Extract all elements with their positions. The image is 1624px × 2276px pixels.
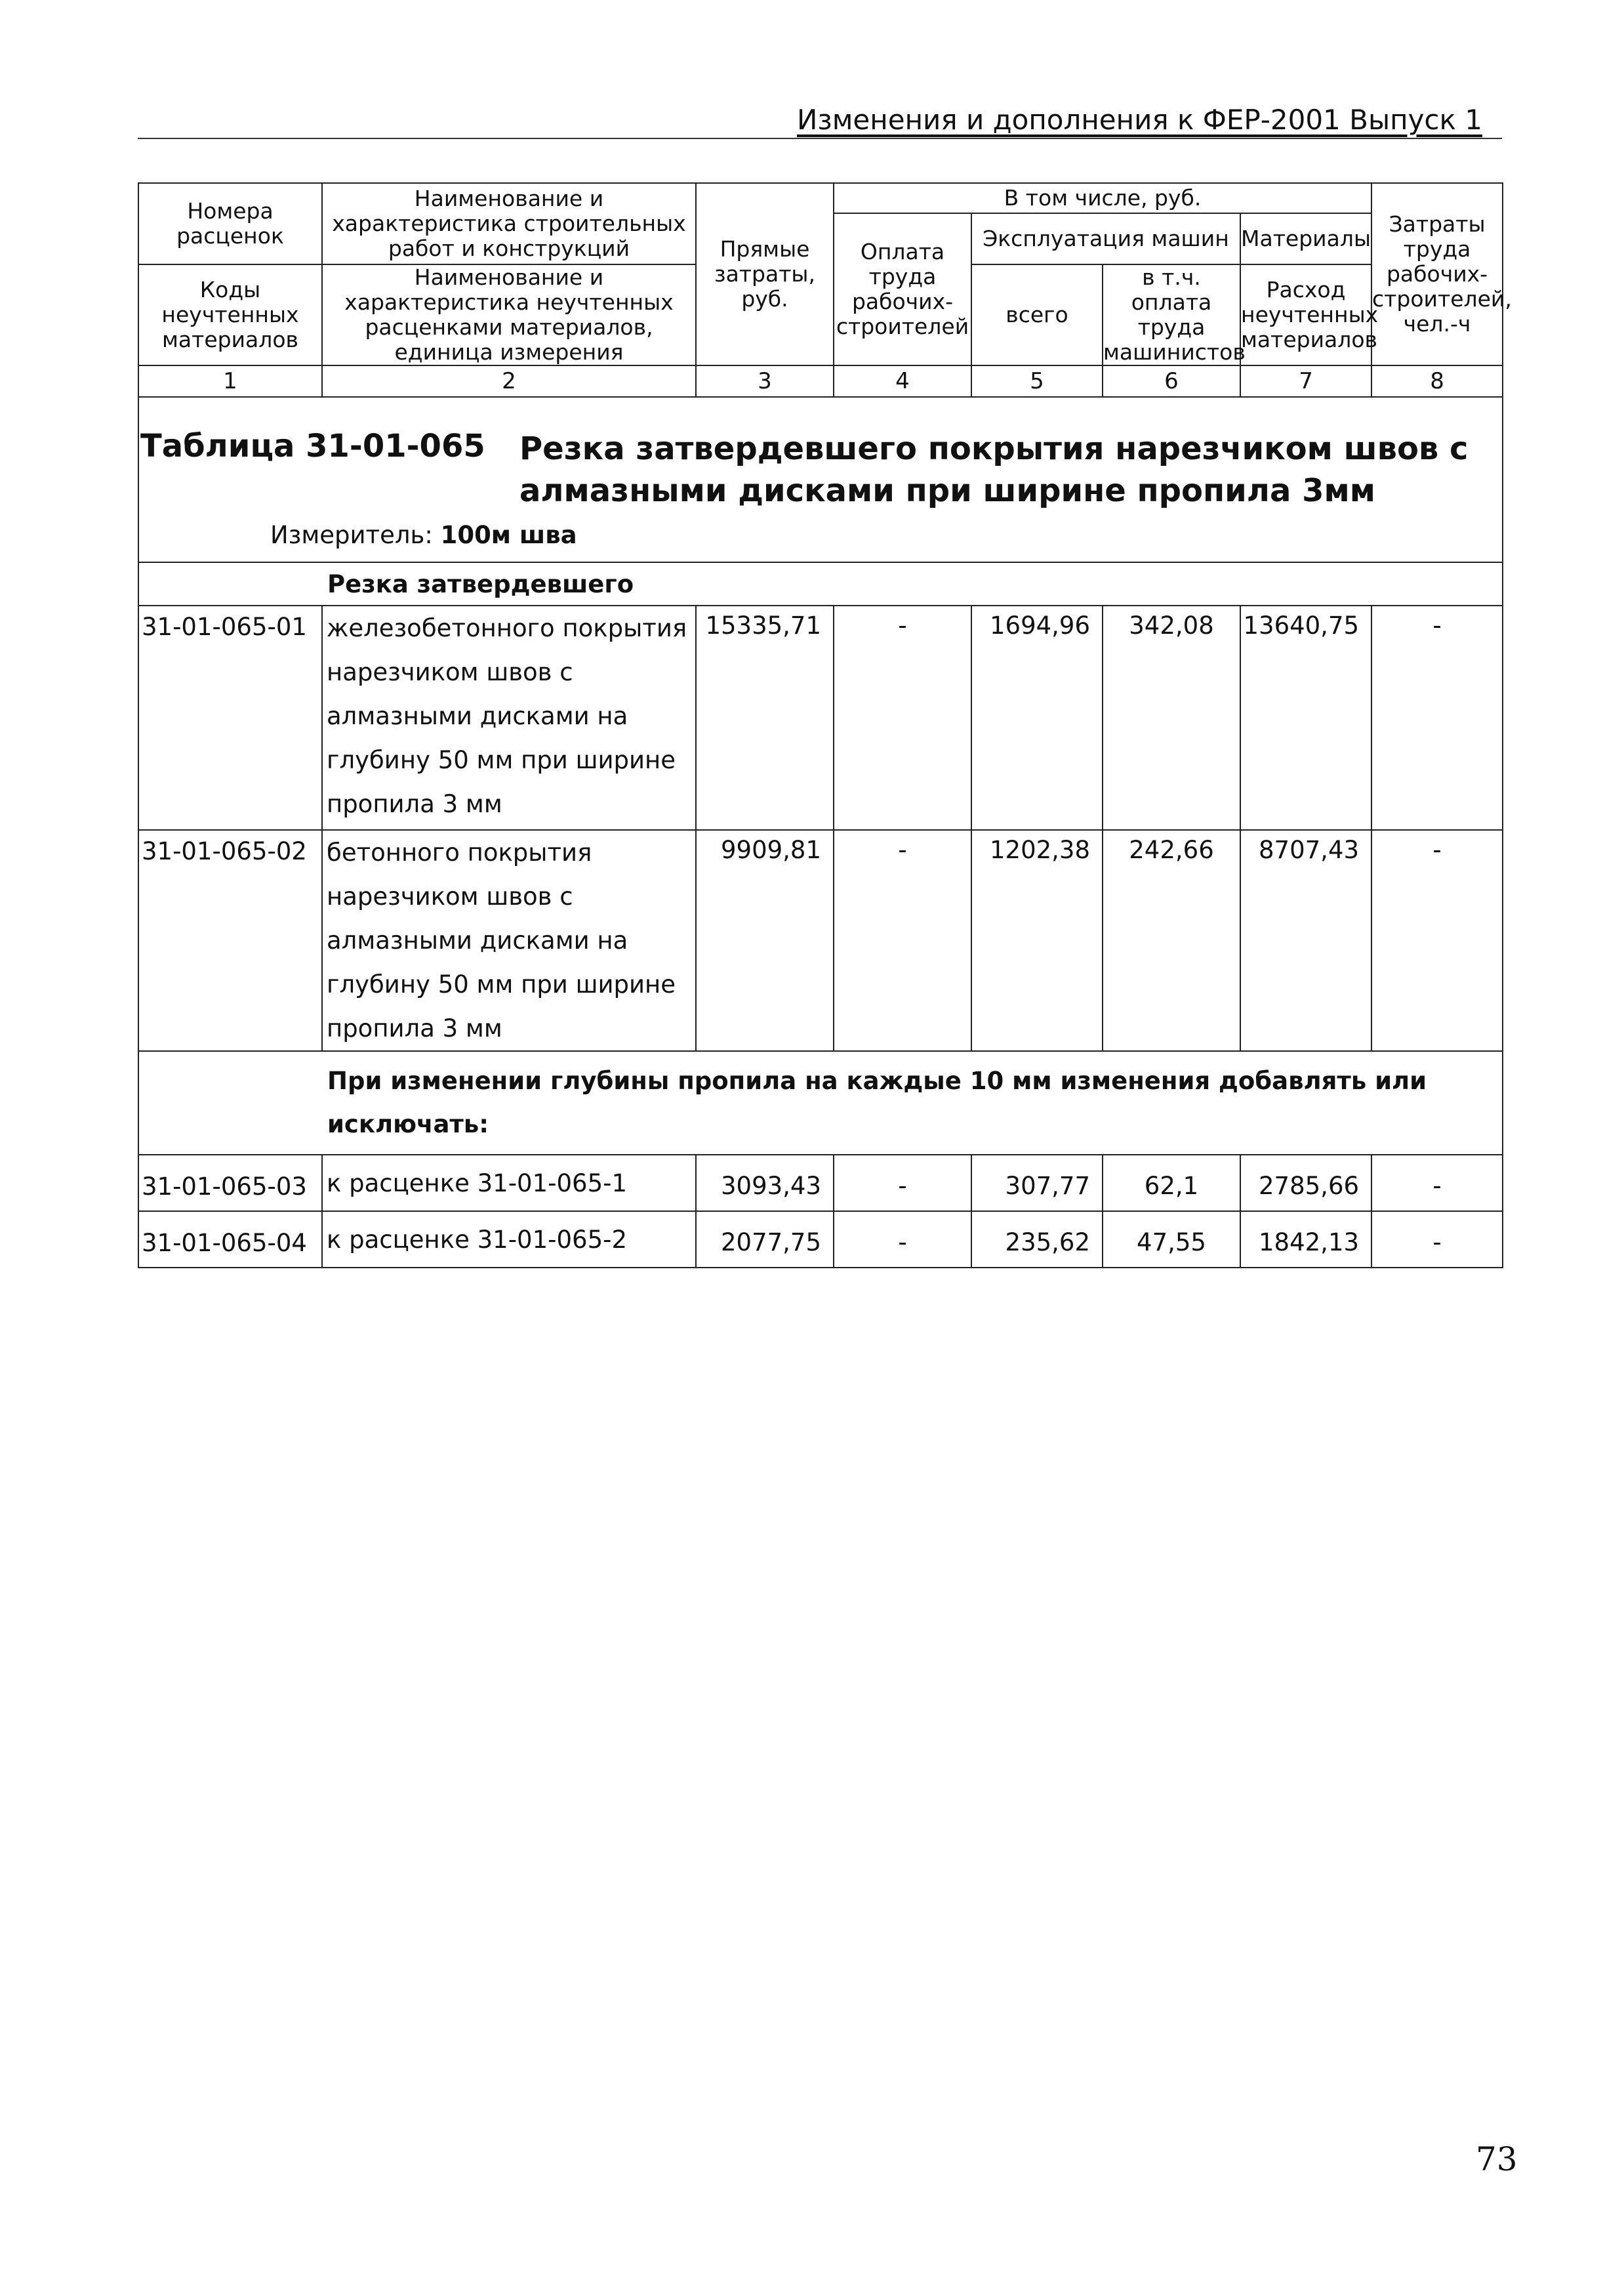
table-row [138,1155,1503,1211]
rate-description: к расценке 31-01-065-2 [322,1211,696,1268]
page-number: 73 [1476,2140,1518,2178]
column-numbers-row [138,365,1503,397]
col-header-machinist-pay: в т.ч. оплата труда машинистов [1103,264,1246,365]
labor-hours: - [1371,1211,1503,1268]
table-row [138,830,1503,1051]
note-text: При изменении глубины пропила на каждые 10 мм изменения добавлять или исключать: [322,1051,1503,1155]
materials: 8707,43 [1240,830,1371,1051]
labor-hours: - [1371,606,1503,830]
col-header-including: В том числе, руб. [834,183,1371,213]
table-title-row [138,397,1503,562]
col-header-machines: Эксплуатация машин [971,213,1240,264]
worker-pay: - [834,830,971,1051]
machines-total: 307,77 [971,1155,1103,1211]
machinist-pay: 62,1 [1103,1155,1240,1211]
rate-code: 31-01-065-03 [138,1155,322,1211]
machinist-pay: 242,66 [1103,830,1240,1051]
col-header-material-usage: Расход неучтенных материалов [1240,264,1371,365]
column-number: 4 [834,365,971,397]
labor-hours: - [1371,830,1503,1051]
header-rule [138,138,1502,139]
materials: 13640,75 [1240,606,1371,830]
page-header-title: Изменения и дополнения к ФЕР-2001 Выпуск 1 [797,104,1482,136]
materials: 1842,13 [1240,1211,1371,1268]
measure [270,521,577,549]
direct-costs: 3093,43 [696,1155,834,1211]
col-header-direct-costs: Прямые затраты, руб. [696,183,834,365]
table-title-cell [138,397,1503,562]
labor-hours: - [1371,1155,1503,1211]
table-code: Таблица 31-01-065 [140,428,485,465]
col-header-machines-total: всего [971,264,1103,365]
materials: 2785,66 [1240,1155,1371,1211]
worker-pay: - [834,606,971,830]
table-row [138,1211,1503,1268]
machinist-pay: 342,08 [1103,606,1240,830]
column-number: 3 [696,365,834,397]
measure-label: Измеритель: [270,521,433,549]
note-row [138,1051,1503,1155]
column-number: 5 [971,365,1103,397]
rate-code: 31-01-065-02 [138,830,322,1051]
col-header-labor-hours: Затраты труда рабочих-строителей, чел.-ч [1371,183,1503,365]
col-header-work-name: Наименование и характеристика строительных работ и конструкций [322,183,696,264]
rate-description: к расценке 31-01-065-1 [322,1155,696,1211]
worker-pay: - [834,1211,971,1268]
rate-code: 31-01-065-04 [138,1211,322,1268]
machinist-pay: 47,55 [1103,1211,1240,1268]
table-row [138,606,1503,830]
rate-description: железобетонного покрытия нарезчиком швов с алмазными дисками на глубину 50 мм при ширине пропила 3 мм [322,606,696,830]
group-label: Резка затвердевшего [322,562,1503,606]
table-title: Резка затвердевшего покрытия нарезчиком швов с алмазными дисками при ширине пропила 3мм [519,430,1469,509]
group-row [138,562,1503,606]
direct-costs: 2077,75 [696,1211,834,1268]
col-header-worker-pay: Оплата труда рабочих-строителей [834,213,971,365]
worker-pay: - [834,1155,971,1211]
machines-total: 235,62 [971,1211,1103,1268]
col-header-material-codes: Коды неучтенных материалов [138,264,322,365]
direct-costs: 9909,81 [696,830,834,1051]
measure-value: 100м шва [440,521,577,549]
group-spacer [138,562,322,606]
col-header-rate-numbers: Номера расценок [138,183,322,264]
column-number: 1 [138,365,322,397]
column-number: 7 [1240,365,1371,397]
direct-costs: 15335,71 [696,606,834,830]
column-number: 6 [1103,365,1240,397]
note-spacer [138,1051,322,1155]
column-number: 8 [1371,365,1503,397]
rate-description: бетонного покрытия нарезчиком швов с алмазными дисками на глубину 50 мм при ширине пропила 3 мм [322,830,696,1051]
machines-total: 1202,38 [971,830,1103,1051]
machines-total: 1694,96 [971,606,1103,830]
col-header-materials: Материалы [1240,213,1371,264]
column-number: 2 [322,365,696,397]
col-header-material-name: Наименование и характеристика неучтенных расценками материалов, единица измерения [322,264,696,365]
rate-code: 31-01-065-01 [138,606,322,830]
rates-table [138,182,1512,1268]
header-row-1 [138,183,1503,213]
